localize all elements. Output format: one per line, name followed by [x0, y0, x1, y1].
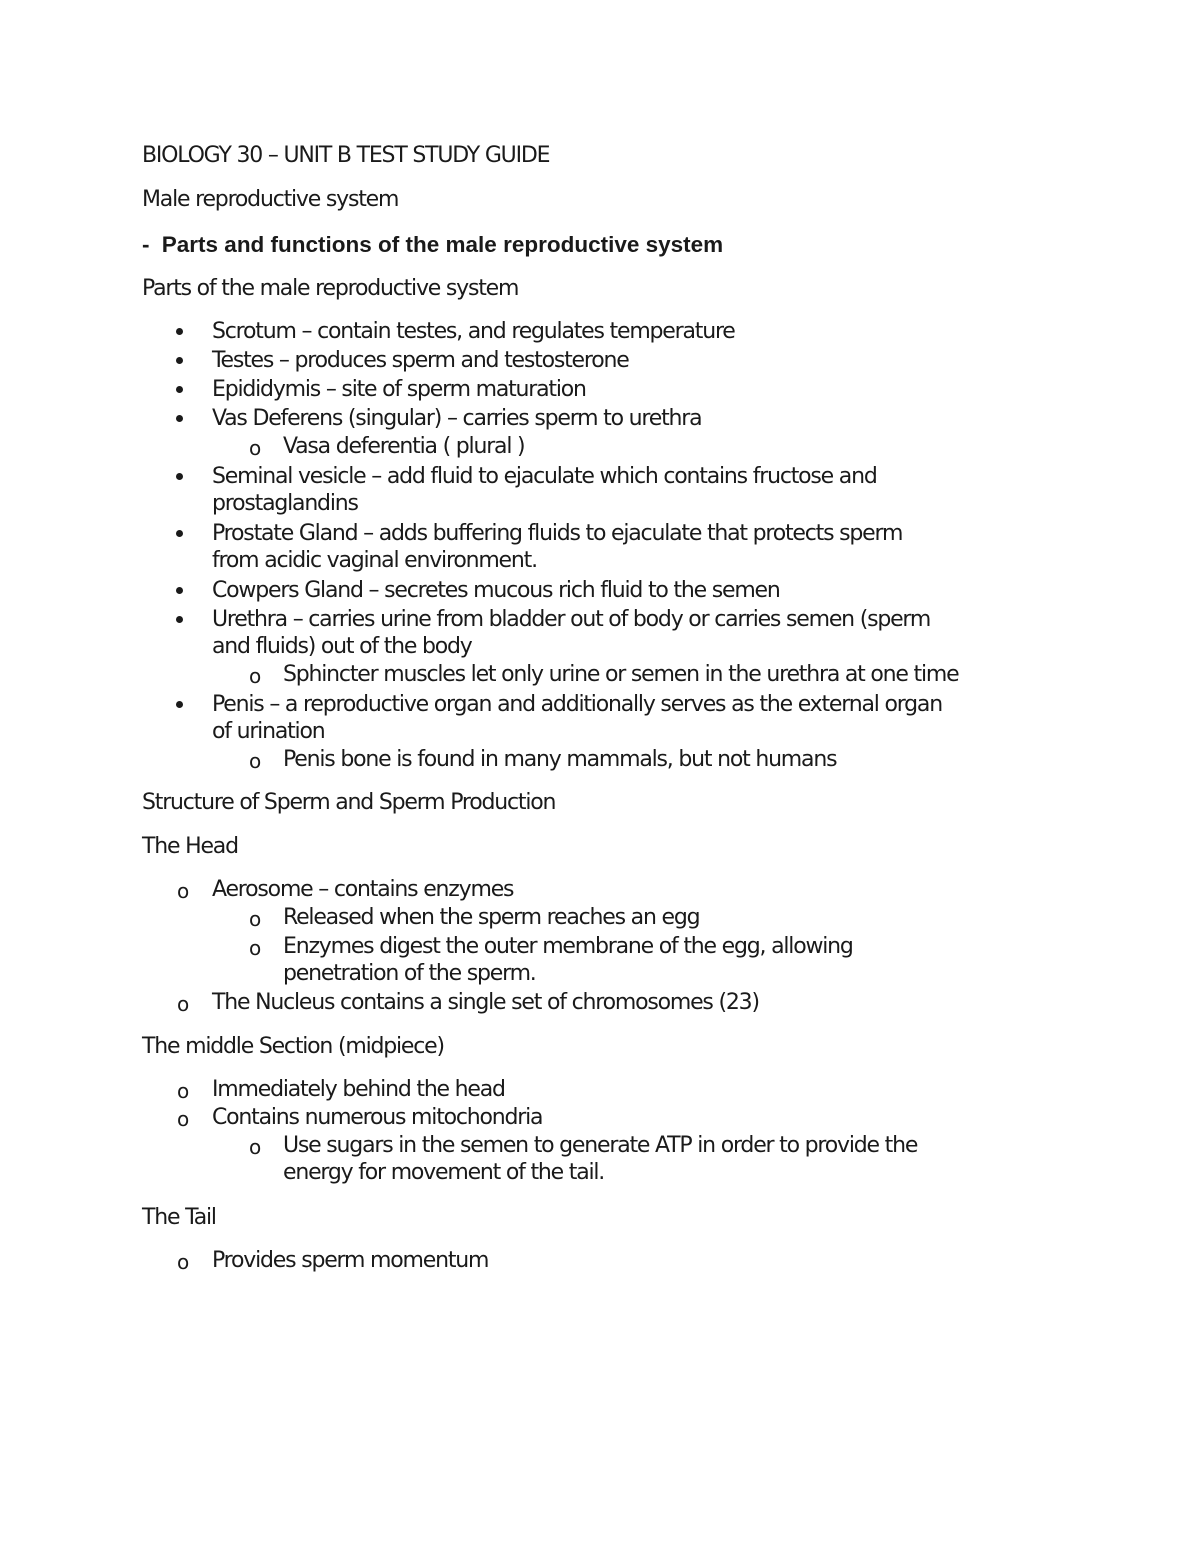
- sub-list-item-line2: energy for movement of the tail.: [283, 1160, 605, 1185]
- bullet-icon: [176, 386, 183, 393]
- list-item: Aerosome – contains enzymes: [212, 877, 514, 902]
- middle-heading: The middle Section (midpiece): [142, 1034, 444, 1059]
- bullet-icon: [176, 530, 183, 537]
- list-item: Provides sperm momentum: [212, 1248, 489, 1273]
- sub-list-item-line2: penetration of the sperm.: [283, 961, 536, 986]
- list-item-line2: of urination: [212, 719, 325, 744]
- tail-heading: The Tail: [142, 1205, 216, 1230]
- list-item: Epididymis – site of sperm maturation: [212, 377, 586, 402]
- list-item-line1: Seminal vesicle – add fluid to ejaculate which contains fructose and: [212, 464, 877, 489]
- circle-bullet-icon: o: [249, 936, 262, 960]
- circle-bullet-icon: o: [249, 907, 262, 931]
- head-heading: The Head: [142, 834, 238, 859]
- list-item: Cowpers Gland – secretes mucous rich fluid to the semen: [212, 578, 780, 603]
- circle-bullet-icon: o: [249, 1135, 262, 1159]
- circle-bullet-icon: o: [249, 664, 262, 688]
- sub-list-item-line1: Enzymes digest the outer membrane of the egg, allowing: [283, 934, 853, 959]
- sub-list-item: Sphincter muscles let only urine or semen in the urethra at one time: [283, 662, 959, 687]
- list-item: Scrotum – contain testes, and regulates temperature: [212, 319, 735, 344]
- bullet-icon: [176, 415, 183, 422]
- circle-bullet-icon: o: [249, 749, 262, 773]
- list-item: Immediately behind the head: [212, 1077, 505, 1102]
- circle-bullet-icon: o: [177, 1250, 190, 1274]
- list-item: The Nucleus contains a single set of chromosomes (23): [212, 990, 759, 1015]
- list-item-line1: Urethra – carries urine from bladder out of body or carries semen (sperm: [212, 607, 931, 632]
- bold-heading-row: [142, 231, 723, 259]
- list-item-line2: from acidic vaginal environment.: [212, 548, 537, 573]
- circle-bullet-icon: o: [177, 1107, 190, 1131]
- list-item-line1: Penis – a reproductive organ and additionally serves as the external organ: [212, 692, 942, 717]
- list-item-line1: Prostate Gland – adds buffering fluids to ejaculate that protects sperm: [212, 521, 903, 546]
- list-item: Contains numerous mitochondria: [212, 1105, 543, 1130]
- sperm-heading: Structure of Sperm and Sperm Production: [142, 790, 556, 815]
- bullet-icon: [176, 701, 183, 708]
- list-item: Testes – produces sperm and testosterone: [212, 348, 629, 373]
- section-heading-male: Male reproductive system: [142, 187, 399, 212]
- document-title: BIOLOGY 30 – UNIT B TEST STUDY GUIDE: [142, 143, 550, 168]
- bullet-icon: [176, 357, 183, 364]
- bold-heading: Parts and functions of the male reproductive system: [161, 232, 724, 257]
- circle-bullet-icon: o: [249, 436, 262, 460]
- sub-list-item: Released when the sperm reaches an egg: [283, 905, 700, 930]
- bullet-icon: [176, 616, 183, 623]
- parts-heading: Parts of the male reproductive system: [142, 276, 519, 301]
- bullet-icon: [176, 587, 183, 594]
- bullet-icon: [176, 328, 183, 335]
- circle-bullet-icon: o: [177, 879, 190, 903]
- sub-list-item: Penis bone is found in many mammals, but not humans: [283, 747, 837, 772]
- list-item-line2: and fluids) out of the body: [212, 634, 472, 659]
- dash-marker: -: [142, 232, 150, 257]
- list-item: Vas Deferens (singular) – carries sperm to urethra: [212, 406, 702, 431]
- circle-bullet-icon: o: [177, 992, 190, 1016]
- sub-list-item-line1: Use sugars in the semen to generate ATP in order to provide the: [283, 1133, 918, 1158]
- bullet-icon: [176, 473, 183, 480]
- list-item-line2: prostaglandins: [212, 491, 358, 516]
- circle-bullet-icon: o: [177, 1079, 190, 1103]
- sub-list-item: Vasa deferentia ( plural ): [283, 434, 525, 459]
